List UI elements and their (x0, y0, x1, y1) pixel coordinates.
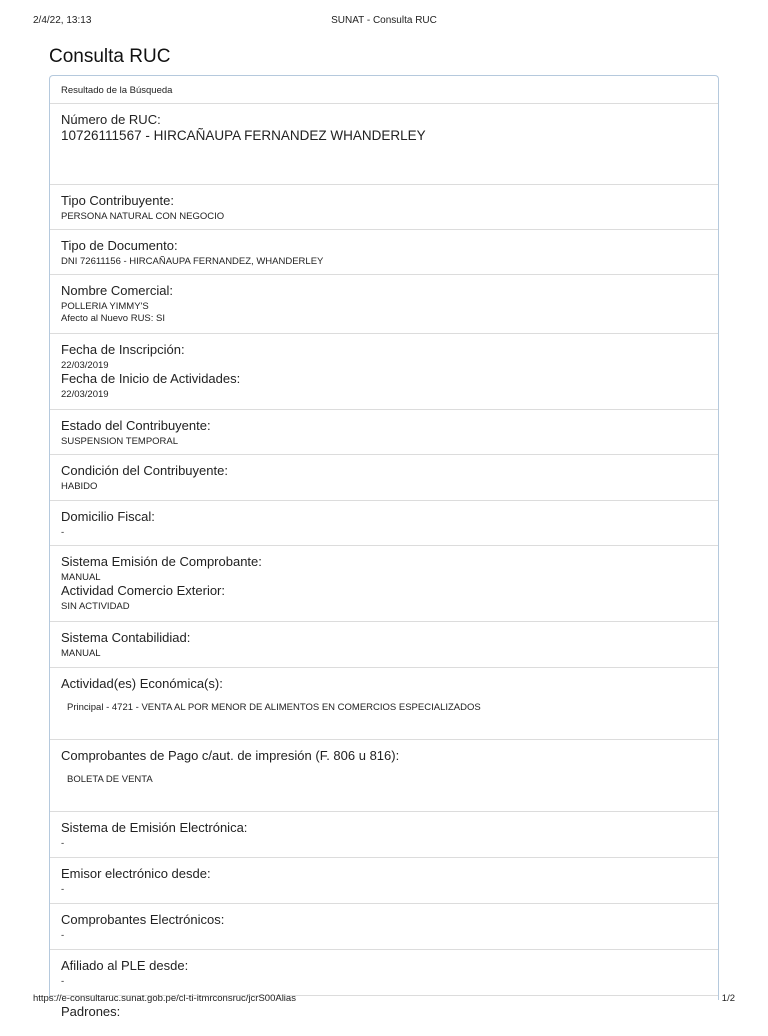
emision-electronica-label: Sistema de Emisión Electrónica: (61, 820, 248, 835)
actividades-label: Actividad(es) Económica(s): (61, 676, 223, 691)
fecha-inscripcion-label: Fecha de Inscripción: (61, 342, 185, 357)
fecha-inicio-value: 22/03/2019 (61, 389, 109, 400)
domicilio-label: Domicilio Fiscal: (61, 509, 155, 524)
print-page-number: 1/2 (721, 993, 735, 1004)
row-condicion (50, 455, 718, 501)
ruc-label: Número de RUC: (61, 112, 161, 127)
row-estado (50, 410, 718, 455)
row-sistema-contabilidad (50, 622, 718, 668)
row-emision-electronica (50, 812, 718, 858)
sistema-emision-label: Sistema Emisión de Comprobante: (61, 554, 262, 569)
rus-status: Afecto al Nuevo RUS: SI (61, 313, 166, 324)
page-title: Consulta RUC (49, 46, 171, 67)
row-comprobantes-electronicos (50, 904, 718, 950)
estado-value: SUSPENSION TEMPORAL (61, 436, 179, 447)
domicilio-value: - (61, 527, 65, 538)
row-sistema-emision (50, 546, 718, 622)
tipo-contribuyente-value: PERSONA NATURAL CON NEGOCIO (61, 211, 225, 222)
padrones-label: Padrones: (61, 1004, 121, 1019)
comprobantes-pago-value: BOLETA DE VENTA (67, 774, 153, 785)
estado-label: Estado del Contribuyente: (61, 418, 211, 433)
emisor-desde-label: Emisor electrónico desde: (61, 866, 211, 881)
row-ruc (50, 104, 718, 185)
ple-label: Afiliado al PLE desde: (61, 958, 189, 973)
tipo-documento-label: Tipo de Documento: (61, 238, 178, 253)
result-panel (49, 75, 719, 1019)
row-comprobantes-pago (50, 740, 718, 812)
print-header (0, 15, 768, 29)
row-domicilio (50, 501, 718, 546)
panel-heading: Resultado de la Búsqueda (50, 76, 718, 104)
nombre-comercial-label: Nombre Comercial: (61, 283, 173, 298)
comprobantes-electronicos-value: - (61, 930, 65, 941)
sistema-emision-value: MANUAL (61, 572, 101, 583)
sistema-contabilidad-value: MANUAL (61, 648, 101, 659)
emision-electronica-value: - (61, 838, 65, 849)
row-actividades (50, 668, 718, 740)
comprobantes-pago-label: Comprobantes de Pago c/aut. de impresión (F. 806 u 816): (61, 748, 400, 763)
ple-value: - (61, 976, 65, 987)
comprobantes-electronicos-label: Comprobantes Electrónicos: (61, 912, 225, 927)
print-datetime: 2/4/22, 13:13 (33, 15, 92, 26)
condicion-value: HABIDO (61, 481, 98, 492)
comercio-exterior-value: SIN ACTIVIDAD (61, 601, 130, 612)
fecha-inicio-label: Fecha de Inicio de Actividades: (61, 371, 241, 386)
row-ple (50, 950, 718, 996)
ruc-value: 10726111567 - HIRCAÑAUPA FERNANDEZ WHANDERLEY (61, 128, 426, 143)
tipo-contribuyente-label: Tipo Contribuyente: (61, 193, 174, 208)
comercio-exterior-label: Actividad Comercio Exterior: (61, 583, 225, 598)
row-tipo-documento (50, 230, 718, 275)
row-fecha-inscripcion (50, 334, 718, 410)
tipo-documento-value: DNI 72611156 - HIRCAÑAUPA FERNANDEZ, WHANDERLEY (61, 256, 324, 267)
fecha-inscripcion-value: 22/03/2019 (61, 360, 109, 371)
row-nombre-comercial (50, 275, 718, 334)
actividades-value: Principal - 4721 - VENTA AL POR MENOR DE ALIMENTOS EN COMERCIOS ESPECIALIZADOS (67, 702, 481, 713)
row-emisor-desde (50, 858, 718, 904)
sistema-contabilidad-label: Sistema Contabilidiad: (61, 630, 191, 645)
nombre-comercial-value: POLLERIA YIMMY'S (61, 301, 149, 312)
print-title: SUNAT - Consulta RUC (331, 15, 437, 26)
print-url: https://e-consultaruc.sunat.gob.pe/cl-ti-itmrconsruc/jcrS00Alias (33, 993, 296, 1004)
emisor-desde-value: - (61, 884, 65, 895)
row-tipo-contribuyente (50, 185, 718, 230)
condicion-label: Condición del Contribuyente: (61, 463, 228, 478)
